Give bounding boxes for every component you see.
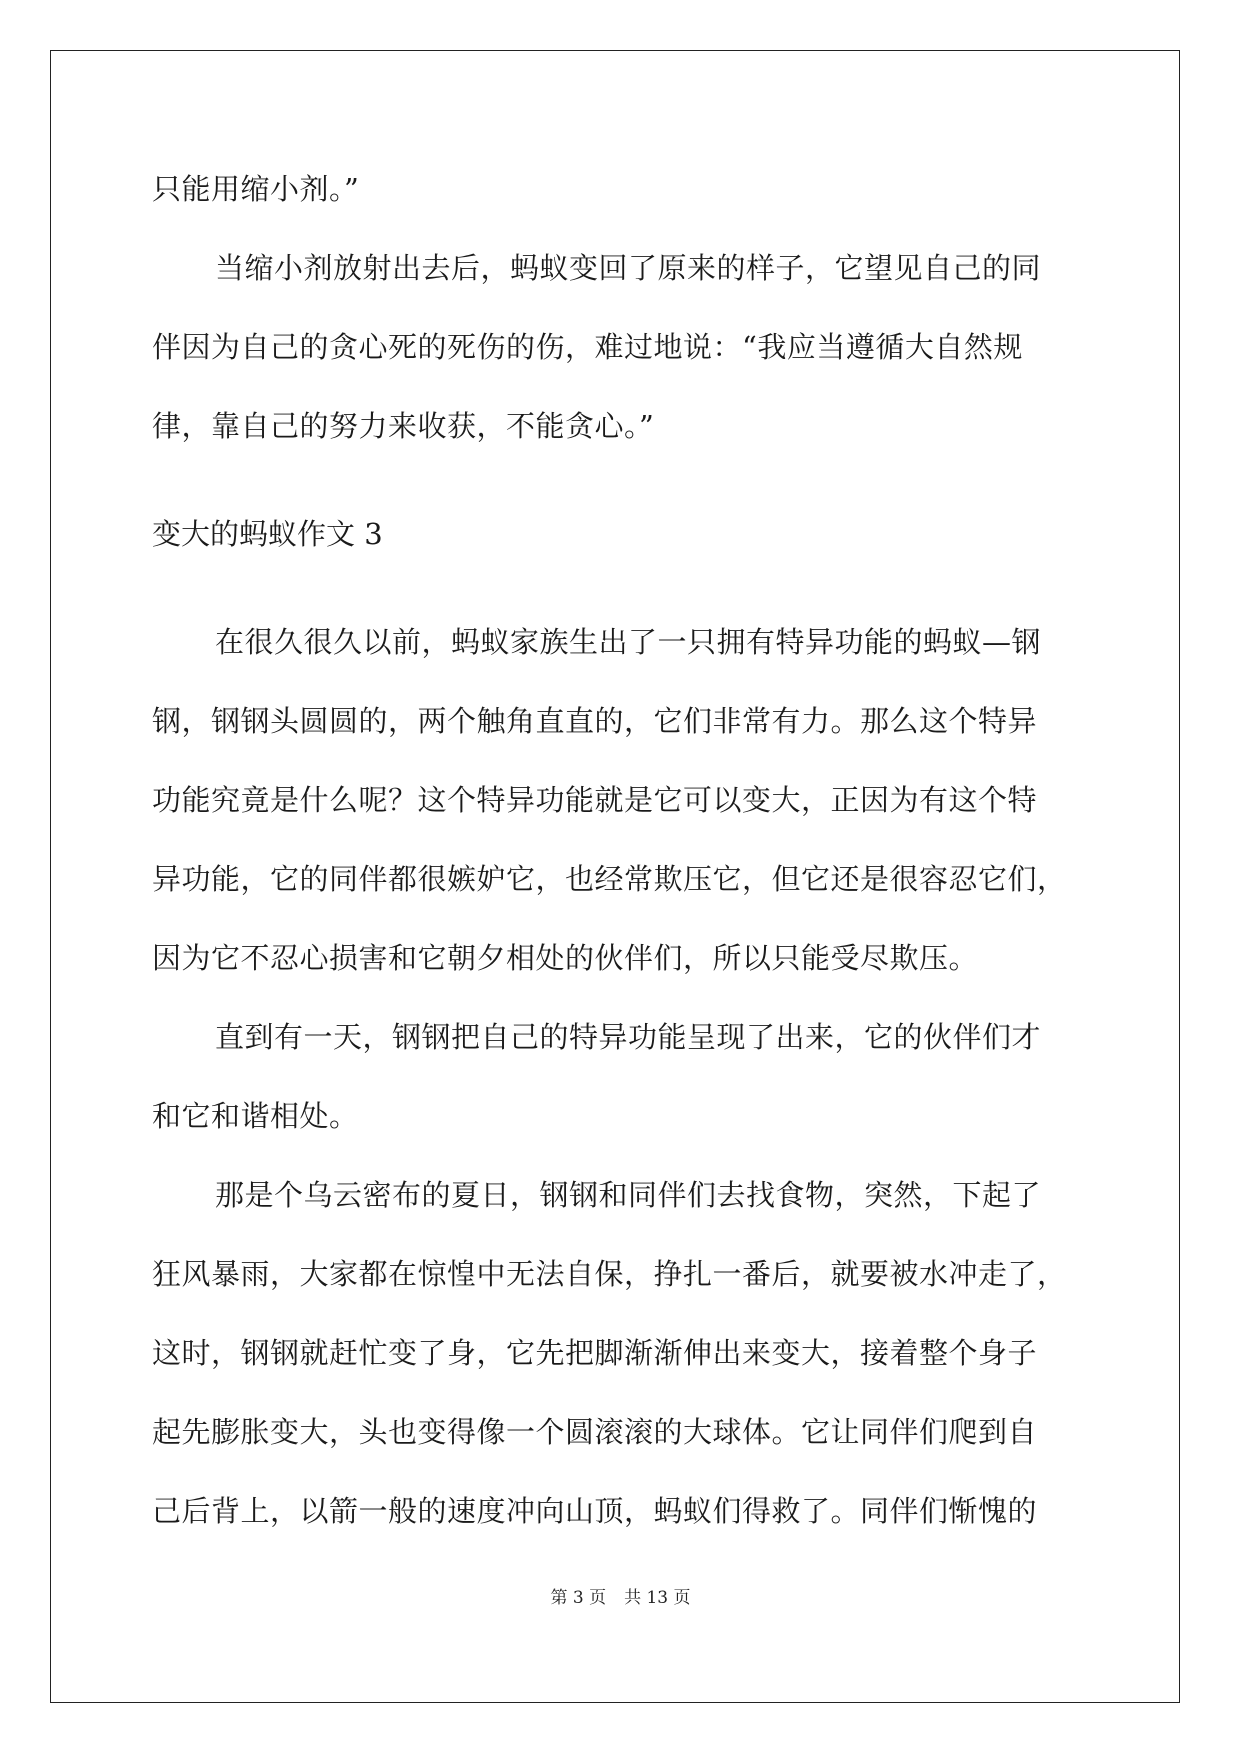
text-line: 起先膨胀变大，头也变得像一个圆滚滚的大球体。它让同伴们爬到自 [152,1415,1038,1449]
text-line: 异功能，它的同伴都很嫉妒它，也经常欺压它，但它还是很容忍它们， [152,862,1067,896]
paragraph-first-line: 直到有一天，钢钢把自己的特异功能呈现了出来，它的伙伴们才 [215,1020,1042,1054]
paragraph-first-line: 在很久很久以前，蚂蚁家族生出了一只拥有特异功能的蚂蚁—钢 [215,625,1042,659]
document-body [152,160,1092,1540]
text-line: 功能究竟是什么呢？这个特异功能就是它可以变大，正因为有这个特 [152,783,1038,817]
paragraph-first-line: 那是个乌云密布的夏日，钢钢和同伴们去找食物，突然，下起了 [215,1178,1042,1212]
paragraph-first-line: 当缩小剂放射出去后，蚂蚁变回了原来的样子，它望见自己的同 [215,251,1042,285]
page-footer [0,1583,1241,1608]
text-line: 钢，钢钢头圆圆的，两个触角直直的，它们非常有力。那么这个特异 [152,704,1038,738]
page-total: 共 13 页 [624,1588,691,1608]
text-line: 和它和谐相处。 [152,1099,359,1133]
page-number: 第 3 页 [550,1588,607,1608]
text-line: 这时，钢钢就赶忙变了身，它先把脚渐渐伸出来变大，接着整个身子 [152,1336,1038,1370]
text-line: 只能用缩小剂。” [152,172,360,206]
text-line: 己后背上，以箭一般的速度冲向山顶，蚂蚁们得救了。同伴们惭愧的 [152,1494,1038,1528]
text-line: 因为它不忍心损害和它朝夕相处的伙伴们，所以只能受尽欺压。 [152,941,979,975]
text-line: 伴因为自己的贪心死的死伤的伤，难过地说：“我应当遵循大自然规 [152,330,1023,364]
section-heading: 变大的蚂蚁作文 3 [152,517,383,551]
text-line: 狂风暴雨，大家都在惊惶中无法自保，挣扎一番后，就要被水冲走了， [152,1257,1067,1291]
text-line: 律，靠自己的努力来收获，不能贪心。” [152,409,655,443]
